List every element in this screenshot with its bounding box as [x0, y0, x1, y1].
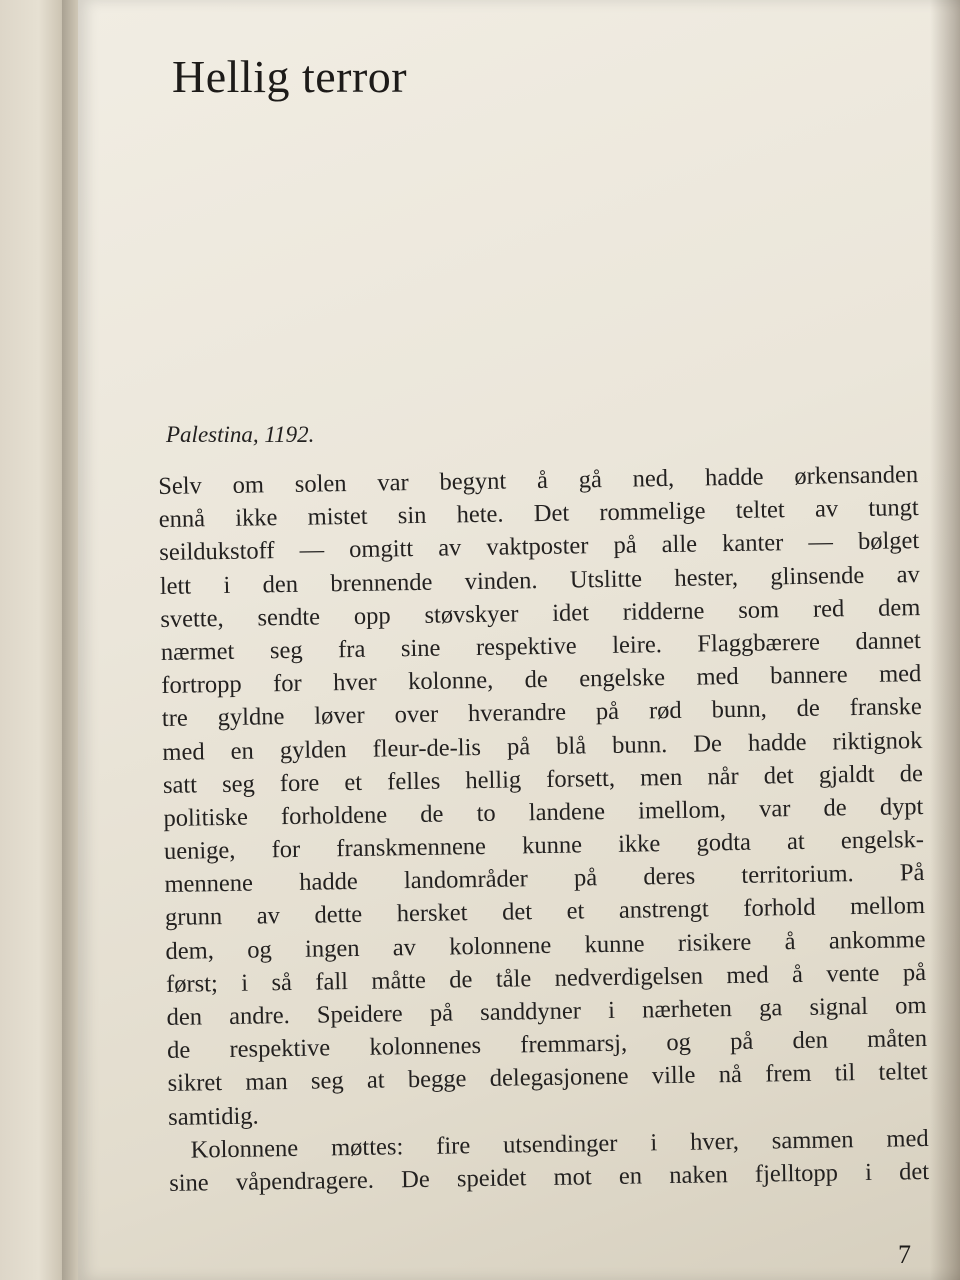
- text-line: med en gylden fleur-de-lis på blå bunn. De hadde riktignok: [162, 726, 923, 766]
- text-line: seildukstoff — omgitt av vaktposter på alle kanter — bølget: [159, 527, 920, 567]
- facing-page-edge: [0, 0, 70, 1280]
- text-line: dem, og ingen av kolonnene kunne risikere å ankomme: [165, 925, 926, 965]
- text-line: de respektive kolonnenes fremmarsj, og på den måten: [166, 1025, 928, 1065]
- text-line: den andre. Speidere på sanddyner i nærheten ga signal om: [166, 991, 927, 1031]
- text-line: fortropp for hver kolonne, de engelske med bannere med: [161, 660, 922, 700]
- body-text: [158, 458, 929, 1200]
- text-line: sikret man seg at begge delegasjonene ville nå frem til teltet: [167, 1058, 928, 1098]
- text-line: Selv om solen var begynt å gå ned, hadde ørkensanden: [158, 461, 919, 500]
- text-line: lett i den brennende vinden. Utslitte hester, glinsende av: [159, 560, 920, 600]
- text-line: politiske forholdene de to landene imellom, var de dypt: [163, 792, 924, 832]
- text-line: nærmet seg fra sine respektive leire. Flaggbærere dannet: [160, 626, 921, 666]
- text-line: grunn av dette hersket det et anstrengt forhold mellom: [164, 892, 926, 932]
- text-line: samtidig.: [167, 1102, 259, 1131]
- text-line: Kolonnene møttes: fire utsendinger i hver, sammen med: [190, 1124, 929, 1164]
- text-line: mennene hadde landområder på deres territorium. På: [164, 859, 925, 899]
- chapter-title: Hellig terror: [172, 51, 408, 102]
- dateline: Palestina, 1192.: [166, 422, 315, 447]
- page-shadow: [930, 0, 960, 1280]
- page-number: 7: [898, 1240, 911, 1269]
- text-line: tre gyldne løver over hverandre på rød bunn, de franske: [161, 693, 923, 733]
- text-line: ennå ikke mistet sin hete. Det rommelige teltet av tungt: [158, 494, 919, 534]
- text-line: satt seg fore et felles hellig forsett, men når det gjaldt de: [162, 759, 924, 799]
- text-line: svette, sendte opp støvskyer idet ridderne som red dem: [160, 593, 921, 633]
- text-line: først; i så fall måtte de tåle nedverdigelsen med å vente på: [165, 958, 927, 998]
- text-line: sine våpendragere. De speidet mot en naken fjelltopp i det: [168, 1157, 930, 1197]
- text-line: uenige, for franskmennene kunne ikke godta at engelsk-: [163, 826, 925, 866]
